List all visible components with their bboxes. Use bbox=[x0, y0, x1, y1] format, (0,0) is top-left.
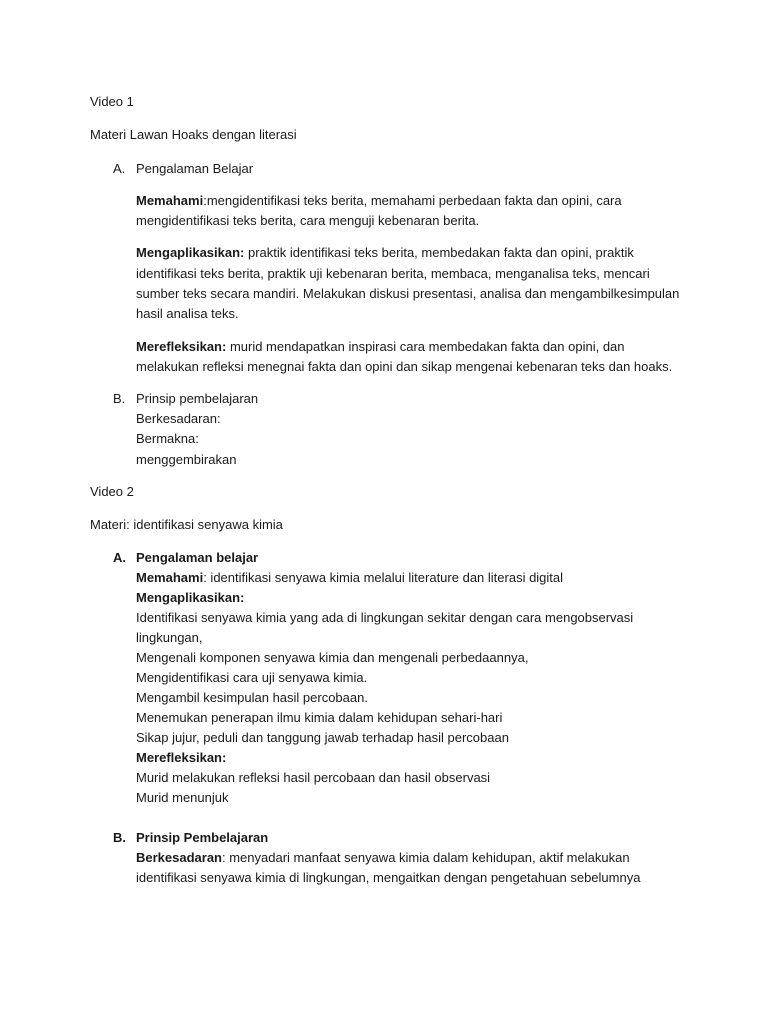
video2-materi: Materi: identifikasi senyawa kimia bbox=[90, 517, 283, 532]
video1-a-title: Pengalaman Belajar bbox=[136, 161, 254, 176]
merefleksikan-text: murid mendapatkan inspirasi cara membedakan fakta dan opini, dan bbox=[226, 339, 625, 354]
video2-a-marker bbox=[113, 548, 126, 568]
video2-a-title bbox=[136, 548, 258, 568]
refleksi-line: Murid melakukan refleksi hasil percobaan dan hasil observasi bbox=[136, 770, 491, 785]
video1-mengaplikasikan-line1 bbox=[136, 243, 634, 263]
video1-memahami-line1 bbox=[136, 191, 622, 211]
video2-merefleksikan-label-text: Merefleksikan: bbox=[136, 750, 227, 765]
mengaplikasikan-label: Mengaplikasikan: bbox=[136, 245, 245, 260]
video1-mengaplikasikan-line2: identifikasi teks berita, praktik uji kebenaran berita, membaca, menganalisa teks, mencari bbox=[136, 266, 650, 281]
video2-a-marker-text: A. bbox=[113, 550, 126, 565]
merefleksikan-label: Merefleksikan: bbox=[136, 339, 227, 354]
video2-mengaplikasikan-label bbox=[136, 588, 244, 608]
video1-mengaplikasikan-line3: sumber teks secara mandiri. Melakukan diskusi presentasi, analisa dan mengambilkesimpulan bbox=[136, 286, 680, 301]
memahami-text: :mengidentifikasi teks berita, memahami perbedaan fakta dan opini, cara bbox=[203, 193, 622, 208]
video2-b-title bbox=[136, 828, 268, 848]
video1-b-marker: B. bbox=[113, 391, 126, 406]
video1-mengaplikasikan-line4: hasil analisa teks. bbox=[136, 306, 239, 321]
activity-line: Mengambil kesimpulan hasil percobaan. bbox=[136, 690, 368, 705]
activity-line: Mengidentifikasi cara uji senyawa kimia. bbox=[136, 670, 368, 685]
video2-b-title-text: Prinsip Pembelajaran bbox=[136, 830, 269, 845]
video2-memahami-label: Memahami bbox=[136, 570, 204, 585]
prinsip-item: Bermakna: bbox=[136, 431, 199, 446]
refleksi-line: Murid menunjuk bbox=[136, 790, 229, 805]
video2-a-title-text: Pengalaman belajar bbox=[136, 550, 259, 565]
berkesadaran-label: Berkesadaran bbox=[136, 850, 222, 865]
video1-a-marker: A. bbox=[113, 161, 126, 176]
mengaplikasikan-text: praktik identifikasi teks berita, membedakan fakta dan opini, praktik bbox=[244, 245, 634, 260]
video2-b-marker-text: B. bbox=[113, 830, 126, 845]
video1-heading: Video 1 bbox=[90, 94, 134, 109]
activity-line: Sikap jujur, peduli dan tanggung jawab terhadap hasil percobaan bbox=[136, 730, 509, 745]
activity-line: Identifikasi senyawa kimia yang ada di lingkungan sekitar dengan cara mengobservasi bbox=[136, 610, 634, 625]
prinsip-item: Berkesadaran: bbox=[136, 411, 221, 426]
activity-line: Menemukan penerapan ilmu kimia dalam kehidupan sehari-hari bbox=[136, 710, 503, 725]
video1-materi: Materi Lawan Hoaks dengan literasi bbox=[90, 127, 297, 142]
berkesadaran-line2: identifikasi senyawa kimia di lingkungan, mengaitkan dengan pengetahuan sebelumnya bbox=[136, 870, 641, 885]
video2-mengaplikasikan-label-text: Mengaplikasikan: bbox=[136, 590, 245, 605]
activity-line: lingkungan, bbox=[136, 630, 203, 645]
video2-memahami-text: : identifikasi senyawa kimia melalui literature dan literasi digital bbox=[203, 570, 564, 585]
video1-merefleksikan-line2: melakukan refleksi menegnai fakta dan opini dan sikap mengenai kebenaran teks dan hoaks. bbox=[136, 359, 673, 374]
berkesadaran-text: : menyadari manfaat senyawa kimia dalam kehidupan, aktif melakukan bbox=[222, 850, 630, 865]
activity-line: Mengenali komponen senyawa kimia dan mengenali perbedaannya, bbox=[136, 650, 529, 665]
video2-b-marker bbox=[113, 828, 126, 848]
video1-merefleksikan-line1 bbox=[136, 337, 625, 357]
video2-memahami-line bbox=[136, 568, 563, 588]
video1-b-title: Prinsip pembelajaran bbox=[136, 391, 259, 406]
video2-merefleksikan-label bbox=[136, 748, 226, 768]
video2-heading: Video 2 bbox=[90, 484, 134, 499]
memahami-label: Memahami bbox=[136, 193, 204, 208]
berkesadaran-line1 bbox=[136, 848, 630, 868]
prinsip-item: menggembirakan bbox=[136, 452, 237, 467]
video1-memahami-line2: mengidentifikasi teks berita, cara menguji kebenaran berita. bbox=[136, 213, 480, 228]
